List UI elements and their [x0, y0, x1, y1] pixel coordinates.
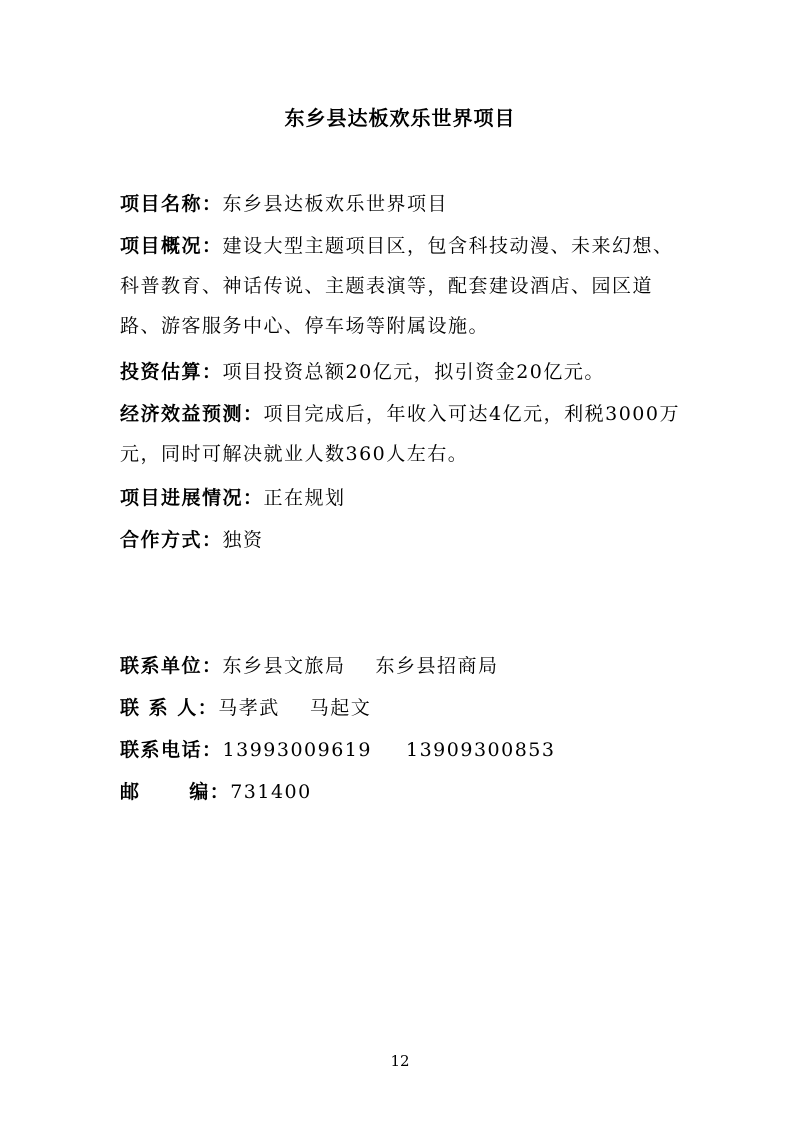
project-name-label: 项目名称：: [120, 193, 223, 215]
phone-value-2: 13909300853: [406, 739, 556, 761]
postcode-label: 邮 编：: [120, 781, 231, 803]
contact-unit-value-2: 东乡县招商局: [375, 655, 499, 677]
phone-label: 联系电话：: [120, 739, 223, 761]
benefit-label: 经济效益预测：: [120, 403, 264, 425]
investment-value: 项目投资总额20亿元，拟引资金20亿元。: [222, 361, 605, 383]
overview-row: [120, 226, 690, 346]
overview-value: 建设大型主题项目区，包含科技动漫、未来幻想、科普教育、神话传说、主题表演等，配套建设酒店、园区道路、游客服务中心、停车场等附属设施。: [120, 235, 674, 337]
postcode-row: [120, 772, 690, 812]
project-name-row: [120, 184, 690, 224]
phone-value-1: 13993009619: [222, 739, 372, 761]
document-title: 东乡县达板欢乐世界项目: [284, 106, 516, 130]
overview-label: 项目概况：: [120, 235, 223, 257]
contact-person-value-2: 马起文: [309, 697, 372, 719]
postcode-value: 731400: [230, 781, 312, 803]
investment-label: 投资估算：: [120, 361, 223, 383]
contact-unit-row: [120, 646, 690, 686]
cooperation-label: 合作方式：: [120, 529, 223, 551]
cooperation-value: 独资: [222, 529, 264, 551]
benefit-value: 项目完成后，年收入可达4亿元，利税3000万元，同时可解决就业人数360人左右。: [120, 403, 680, 465]
project-name-value: 东乡县达板欢乐世界项目: [222, 193, 449, 215]
phone-row: [120, 730, 690, 770]
contact-unit-value-1: 东乡县文旅局: [222, 655, 346, 677]
progress-row: [120, 478, 690, 518]
contact-unit-label: 联系单位：: [120, 655, 223, 677]
progress-label: 项目进展情况：: [120, 487, 264, 509]
contact-person-value-1: 马孝武: [218, 697, 280, 719]
page-number: 12: [390, 1052, 410, 1070]
investment-row: [120, 352, 690, 392]
progress-value: 正在规划: [263, 487, 346, 509]
cooperation-row: [120, 520, 690, 560]
contact-person-row: [120, 688, 690, 728]
benefit-row: [120, 394, 690, 474]
contact-person-label: 联 系 人：: [120, 697, 219, 719]
